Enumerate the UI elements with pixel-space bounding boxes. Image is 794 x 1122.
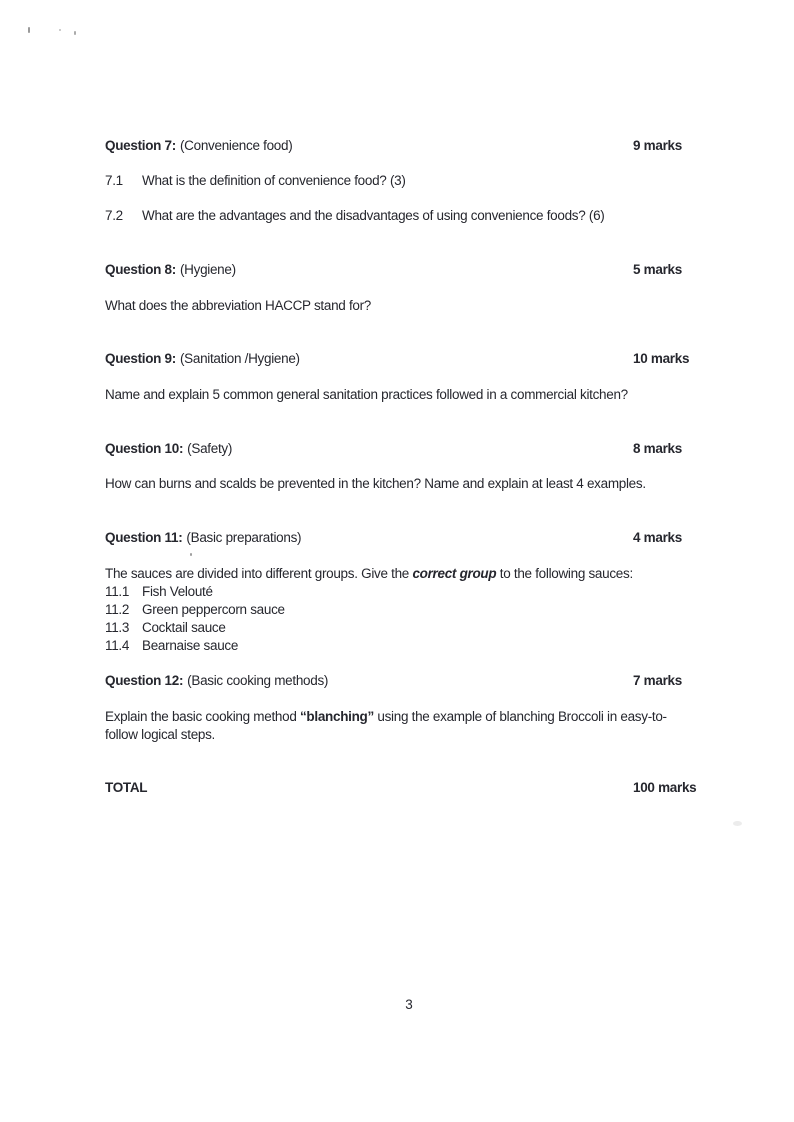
- question-8-header: [105, 261, 765, 278]
- question-12-label: Question 12:: [105, 673, 184, 688]
- question-12-header: [105, 672, 765, 689]
- question-11-marks: 4 marks: [633, 530, 682, 545]
- intro-text: The sauces are divided into different groups. Give the: [105, 566, 413, 581]
- body-text: using the example of blanching Broccoli in easy-to-: [373, 709, 667, 724]
- question-11-intro: [105, 565, 765, 582]
- item-number: 11.3: [105, 620, 130, 635]
- question-9-marks: 10 marks: [633, 351, 690, 366]
- total-row: [105, 779, 765, 796]
- question-10-body: How can burns and scalds be prevented in the kitchen? Name and explain at least 4 examples.: [105, 476, 646, 491]
- scan-artifact: [733, 821, 742, 826]
- item-text: What is the definition of convenience food? (3): [142, 173, 406, 188]
- item-text: Fish Velouté: [142, 584, 213, 599]
- question-7-header: [105, 137, 765, 154]
- intro-text: to the following sauces:: [496, 566, 633, 581]
- item-number: 7.1: [105, 173, 123, 188]
- question-7-topic: (Convenience food): [179, 138, 293, 153]
- total-label: TOTAL: [105, 780, 148, 795]
- question-9-body: Name and explain 5 common general sanitation practices followed in a commercial kitchen?: [105, 387, 628, 402]
- question-8-topic: (Hygiene): [179, 262, 236, 277]
- question-9-header: [105, 350, 765, 367]
- page-number: 3: [405, 997, 413, 1012]
- question-8-label: Question 8:: [105, 262, 176, 277]
- question-11-label: Question 11:: [105, 530, 183, 545]
- question-7-marks: 9 marks: [633, 138, 682, 153]
- item-text: Green peppercorn sauce: [142, 602, 285, 617]
- question-11-item-2: [105, 601, 765, 618]
- question-12-body: [105, 708, 765, 744]
- scan-artifact: [74, 31, 76, 35]
- item-text: Bearnaise sauce: [142, 638, 239, 653]
- item-number: 7.2: [105, 208, 123, 223]
- question-12-topic: (Basic cooking methods): [187, 673, 329, 688]
- body-emphasis: “blanching”: [299, 709, 374, 724]
- question-8-marks: 5 marks: [633, 262, 682, 277]
- item-text: Cocktail sauce: [142, 620, 226, 635]
- question-11-header: [105, 529, 765, 546]
- question-10-topic: (Safety): [187, 441, 233, 456]
- scan-artifact: [59, 29, 61, 31]
- item-number: 11.1: [105, 584, 130, 599]
- body-text: Explain the basic cooking method: [105, 709, 300, 724]
- item-text: What are the advantages and the disadvantages of using convenience foods? (6): [142, 208, 605, 223]
- question-11-item-3: [105, 619, 765, 636]
- intro-emphasis: correct group: [412, 566, 497, 581]
- item-number: 11.4: [105, 638, 130, 653]
- body-text: follow logical steps.: [105, 727, 216, 742]
- question-10-header: [105, 440, 765, 457]
- question-7-item-1: [105, 172, 765, 189]
- question-10-label: Question 10:: [105, 441, 184, 456]
- question-11-item-1: [105, 583, 765, 600]
- question-11-topic: (Basic preparations): [186, 530, 302, 545]
- item-number: 11.2: [105, 602, 130, 617]
- question-11-item-4: [105, 637, 765, 654]
- question-7-label: Question 7:: [105, 138, 176, 153]
- question-8-body: What does the abbreviation HACCP stand for?: [105, 298, 372, 313]
- question-7-item-2: [105, 207, 765, 224]
- scan-artifact: [28, 27, 30, 33]
- scan-artifact: [190, 553, 192, 556]
- total-marks: 100 marks: [633, 780, 697, 795]
- question-9-label: Question 9:: [105, 351, 176, 366]
- question-12-marks: 7 marks: [633, 673, 682, 688]
- question-9-topic: (Sanitation /Hygiene): [179, 351, 300, 366]
- question-10-marks: 8 marks: [633, 441, 682, 456]
